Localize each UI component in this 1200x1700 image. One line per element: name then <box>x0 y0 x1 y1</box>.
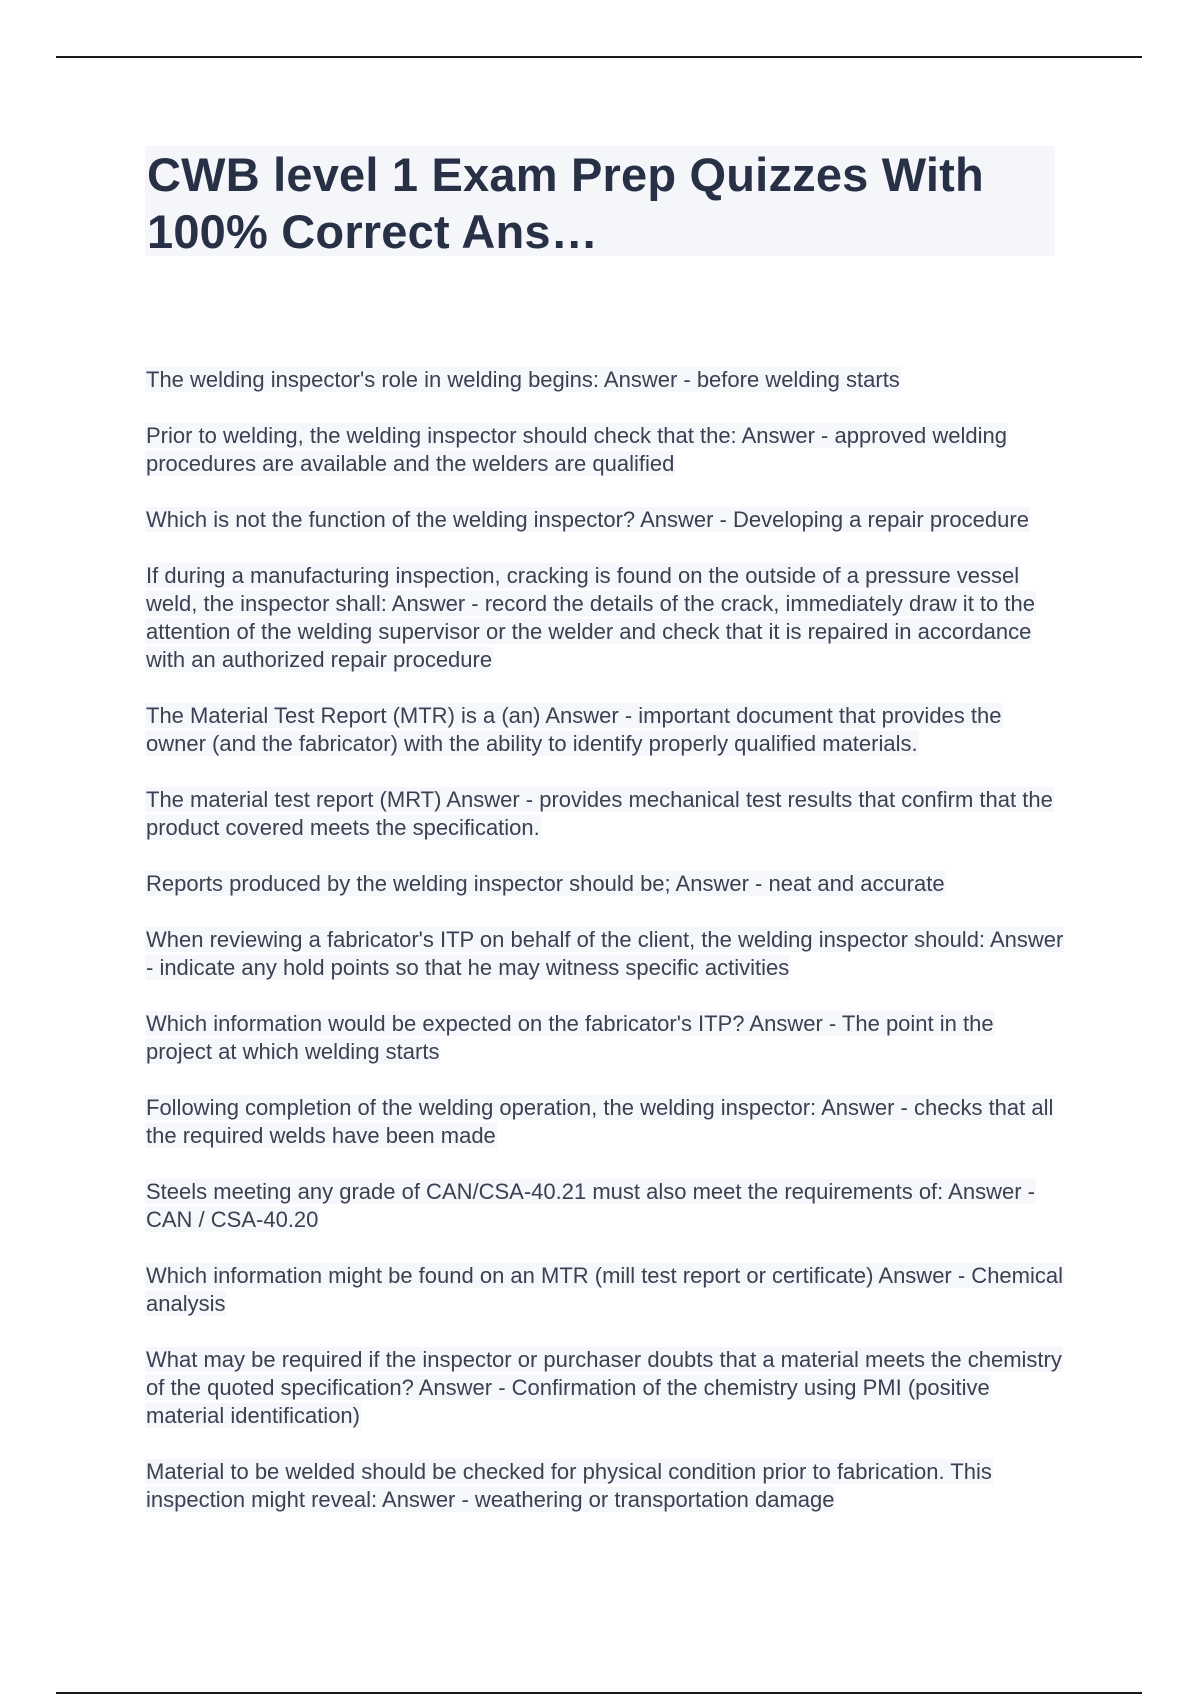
qa-item <box>145 422 1065 478</box>
bottom-divider <box>56 1692 1142 1694</box>
qa-item <box>145 506 1065 534</box>
qa-item <box>145 1010 1065 1066</box>
qa-text: If during a manufacturing inspection, cracking is found on the outside of a pressure vessel weld, the inspector shall: Answer - record the details of the crack, immediately draw it to the attention of the welding supervisor or the welder and check that it is repaired in accordance with an authorized repair procedure <box>146 563 1035 672</box>
qa-text: Reports produced by the welding inspector should be; Answer - neat and accurate <box>146 871 945 896</box>
qa-item <box>145 366 1065 394</box>
qa-item <box>145 1346 1065 1430</box>
qa-text: The welding inspector's role in welding begins: Answer - before welding starts <box>146 367 900 392</box>
qa-item <box>145 1178 1065 1234</box>
qa-text: Which information would be expected on the fabricator's ITP? Answer - The point in the project at which welding starts <box>146 1011 994 1064</box>
qa-text: Which is not the function of the welding inspector? Answer - Developing a repair procedure <box>146 507 1029 532</box>
qa-list <box>145 366 1065 1542</box>
qa-item <box>145 870 1065 898</box>
qa-item <box>145 1458 1065 1514</box>
qa-text: The Material Test Report (MTR) is a (an) Answer - important document that provides the owner (and the fabricator) with the ability to identify properly qualified materials. <box>146 703 1002 756</box>
qa-text: The material test report (MRT) Answer - provides mechanical test results that confirm that the product covered meets the specification. <box>146 787 1053 840</box>
qa-item <box>145 702 1065 758</box>
qa-item <box>145 786 1065 842</box>
qa-item <box>145 1262 1065 1318</box>
qa-text: Prior to welding, the welding inspector should check that the: Answer - approved welding procedures are available and the welders are qualified <box>146 423 1007 476</box>
qa-text: Following completion of the welding operation, the welding inspector: Answer - checks that all the required welds have been made <box>146 1095 1054 1148</box>
qa-text: Steels meeting any grade of CAN/CSA-40.21 must also meet the requirements of: Answer - CAN / CSA-40.20 <box>146 1179 1035 1232</box>
qa-item <box>145 1094 1065 1150</box>
top-divider <box>56 56 1142 58</box>
qa-text: Which information might be found on an MTR (mill test report or certificate) Answer - Chemical analysis <box>146 1263 1063 1316</box>
document-title: CWB level 1 Exam Prep Quizzes With 100% Correct Ans… <box>145 146 1055 256</box>
qa-item <box>145 562 1065 674</box>
qa-text: What may be required if the inspector or purchaser doubts that a material meets the chemistry of the quoted specification? Answer - Confirmation of the chemistry using PMI (positive material identification) <box>146 1347 1062 1428</box>
qa-text: When reviewing a fabricator's ITP on behalf of the client, the welding inspector should: Answer - indicate any hold points so that he may witness specific activities <box>146 927 1064 980</box>
qa-text: Material to be welded should be checked for physical condition prior to fabrication. This inspection might reveal: Answer - weathering or transportation damage <box>146 1459 992 1512</box>
qa-item <box>145 926 1065 982</box>
